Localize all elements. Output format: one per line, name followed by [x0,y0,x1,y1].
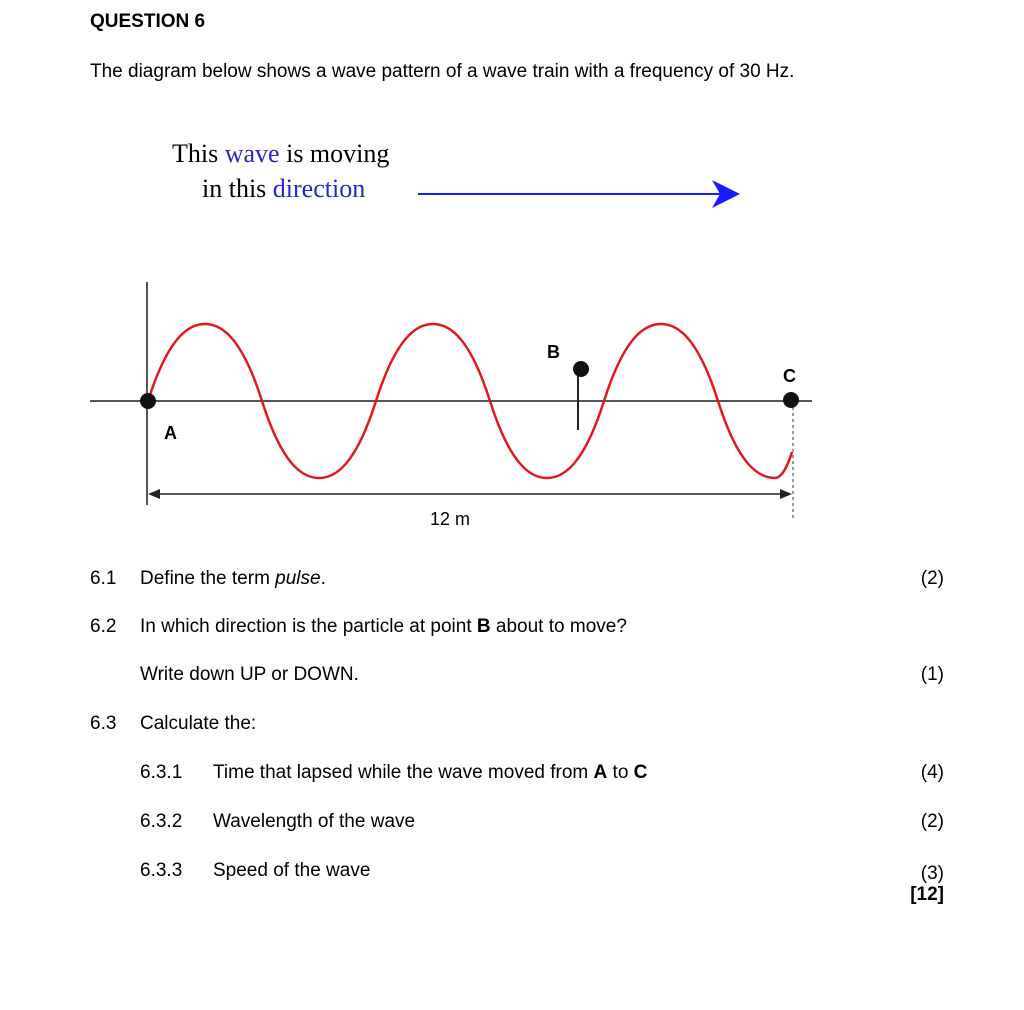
q631-marks: (4) [920,762,944,783]
q631-text-mid: to [607,762,634,783]
q632-marks: (2) [920,811,944,832]
point-b-label: B [547,342,560,362]
q631-point-a: A [593,762,608,783]
q631-number: 6.3.1 [140,762,183,783]
q632-number: 6.3.2 [140,811,183,832]
q63-number: 6.3 [90,713,117,734]
q62-instruction: Write down UP or DOWN. [140,664,359,685]
q61-number: 6.1 [90,568,117,589]
caption-direction-word: direction [272,174,366,203]
caption-wave-word: wave [224,139,280,168]
q62-text-part: In which direction is the particle at point [140,616,477,637]
question-title: QUESTION 6 [90,11,206,32]
point-b-dot [573,361,589,377]
q631-point-c: C [633,762,648,783]
q631-text [213,762,647,784]
q631-text-part: Time that lapsed while the wave moved from [213,762,594,783]
question-total: [12] [910,884,944,905]
q61-marks: (2) [920,568,944,589]
q633-marks: (3) [920,863,944,884]
q62-text [140,616,627,638]
point-a-label: A [164,423,177,443]
q62-point: B [476,616,491,637]
caption-text: is moving [279,139,390,168]
distance-arrow-left [148,489,160,499]
q61-text-end: . [320,568,326,589]
q61-term: pulse [275,568,321,589]
caption-text: This [172,139,225,168]
caption-text: in this [202,174,273,203]
q632-text: Wavelength of the wave [213,811,416,832]
distance-label: 12 m [430,509,471,529]
point-a-dot [140,393,156,409]
distance-arrow-right [780,489,792,499]
q633-text: Speed of the wave [213,860,371,881]
q62-number: 6.2 [90,616,117,637]
q633-number: 6.3.3 [140,860,183,881]
point-c-dot [783,392,799,408]
q63-text: Calculate the: [140,713,257,734]
q61-text-part: Define the term [140,568,276,589]
q61-text [140,568,326,590]
question-intro: The diagram below shows a wave pattern of a wave train with a frequency of 30 Hz. [90,61,795,82]
q62-text-end: about to move? [490,616,627,637]
point-c-label: C [783,366,796,386]
q62-marks: (1) [920,664,944,685]
